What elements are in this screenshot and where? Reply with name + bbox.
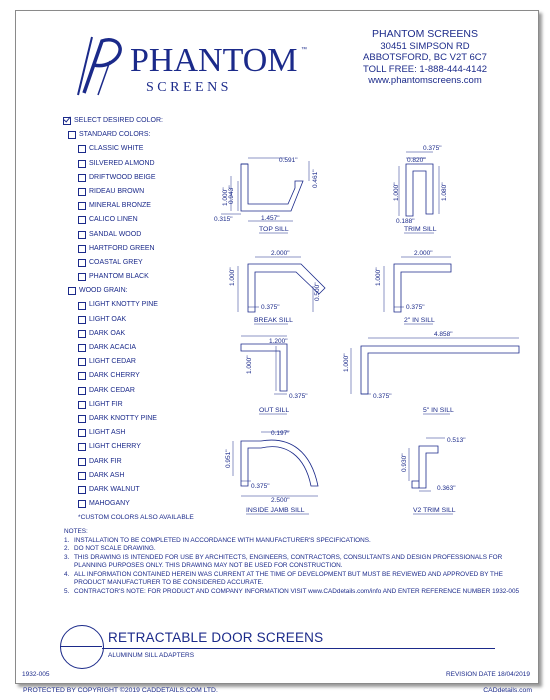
trim-sill-label: TRIM SILL <box>404 226 437 233</box>
color-option-label: HARTFORD GREEN <box>89 244 155 252</box>
out-sill-drawing <box>241 336 308 414</box>
color-option[interactable] <box>63 157 194 171</box>
color-option-label: COASTAL GREY <box>89 258 143 266</box>
checkbox-icon[interactable] <box>68 287 76 295</box>
drawing-sheet <box>15 10 539 684</box>
v2-trim-sill-dim: 0.930" <box>401 453 408 472</box>
inside-jamb-sill-dim: 0.951" <box>225 449 232 468</box>
color-option-label: LIGHT ASH <box>89 429 126 437</box>
wood-grain-option[interactable] <box>63 284 194 298</box>
trim-sill-dim: 0.375" <box>423 145 442 152</box>
standard-colors-label: STANDARD COLORS: <box>79 131 151 139</box>
color-option[interactable] <box>63 398 194 412</box>
color-option[interactable] <box>63 327 194 341</box>
company-address-line-1: 30451 SIMPSON RD <box>380 40 470 52</box>
company-info <box>330 29 520 87</box>
checkbox-icon[interactable] <box>78 458 86 466</box>
note-item <box>64 588 534 597</box>
title-block <box>16 623 538 671</box>
drawing-title: RETRACTABLE DOOR SCREENS <box>108 630 324 645</box>
inside-jamb-sill-dim: 0.375" <box>251 483 270 490</box>
color-option-label: MINERAL BRONZE <box>89 202 151 210</box>
company-phone: TOLL FREE: 1-888-444-4142 <box>362 63 488 75</box>
notes-section <box>64 528 534 596</box>
color-option-label: DARK ACACIA <box>89 344 137 351</box>
color-option-label: DARK CEDAR <box>89 386 135 394</box>
inside-jamb-sill-label: INSIDE JAMB SILL <box>246 507 305 514</box>
color-option[interactable] <box>63 185 194 199</box>
color-option[interactable] <box>63 426 194 440</box>
color-option[interactable] <box>63 142 194 156</box>
break-sill-label: BREAK SILL <box>254 317 293 324</box>
checkbox-icon[interactable] <box>78 316 86 324</box>
color-option-label: DRIFTWOOD BEIGE <box>89 173 156 181</box>
wood-colors-list <box>63 298 194 511</box>
trim-sill-drawing <box>393 145 448 233</box>
top-sill-dim: 0.315" <box>214 216 233 223</box>
color-option-label: DARK OAK <box>89 329 126 337</box>
logo-subword: S C R E E N S <box>146 80 229 95</box>
color-option-label: CALICO LINEN <box>89 216 138 224</box>
color-option[interactable] <box>63 313 194 327</box>
color-option[interactable] <box>63 455 194 469</box>
two-in-sill-dim: 0.375" <box>406 304 425 311</box>
company-address-line-2: ABBOTSFORD, BC V2T 6C7 <box>363 52 487 63</box>
standard-colors-option[interactable] <box>63 128 194 142</box>
checkbox-icon[interactable] <box>78 145 86 153</box>
checkbox-icon[interactable] <box>78 500 86 508</box>
color-option[interactable] <box>63 270 194 284</box>
color-options <box>63 114 194 525</box>
top-sill-drawing <box>214 157 319 233</box>
v2-trim-sill-drawing <box>401 437 466 514</box>
logo-trademark: ™ <box>301 47 307 53</box>
checkbox-icon[interactable] <box>78 387 86 395</box>
out-sill-label: OUT SILL <box>259 407 290 414</box>
checkbox-icon[interactable] <box>78 231 86 239</box>
logo-wordmark: PHANTOM <box>130 42 298 79</box>
checkbox-icon[interactable] <box>78 302 86 310</box>
top-sill-dim: 0.943" <box>228 185 235 204</box>
color-option-label: SANDAL WOOD <box>89 230 142 238</box>
checkbox-icon[interactable] <box>78 429 86 437</box>
standard-colors-list <box>63 142 194 284</box>
note-number: 5. <box>64 587 70 595</box>
note-number: 4. <box>64 570 70 578</box>
color-option-label: DARK ASH <box>89 471 125 479</box>
color-option[interactable] <box>63 497 194 511</box>
color-option-label: LIGHT OAK <box>89 315 127 323</box>
note-number: 3. <box>64 553 70 561</box>
trim-sill-dim: 0.820" <box>407 157 426 164</box>
color-option[interactable] <box>63 355 194 369</box>
custom-colors-note: *CUSTOM COLORS ALSO AVAILABLE <box>78 514 194 522</box>
note-text: CONTRACTOR'S NOTE: FOR PRODUCT AND COMPANY INFORMATION VISIT www.CADdetails.com/info AND ENTER REFERENCE NUMBER 1932-005 <box>74 587 520 595</box>
color-option-label: DARK CHERRY <box>89 372 140 380</box>
color-option-label: DARK KNOTTY PINE <box>89 414 157 422</box>
color-option[interactable] <box>63 213 194 227</box>
detail-bubble-divider <box>60 646 102 647</box>
note-text: DO NOT SCALE DRAWING. <box>74 545 156 552</box>
color-option-label: DARK FIR <box>89 457 122 465</box>
checked-checkbox-icon[interactable] <box>63 117 71 125</box>
select-color-option[interactable] <box>63 114 194 128</box>
color-option[interactable] <box>63 384 194 398</box>
inside-jamb-sill-drawing <box>225 430 318 514</box>
break-sill-dim: 2.000" <box>271 250 290 257</box>
out-sill-dim: 1.000" <box>246 355 253 374</box>
color-option[interactable] <box>63 469 194 483</box>
two-in-sill-drawing <box>375 250 451 324</box>
checkbox-icon[interactable] <box>78 202 86 210</box>
note-item <box>64 554 534 571</box>
company-name: PHANTOM SCREENS <box>372 28 478 40</box>
phantom-screens-logo <box>76 33 316 103</box>
checkbox-icon[interactable] <box>78 245 86 253</box>
note-item <box>64 537 534 546</box>
v2-trim-sill-dim: 0.513" <box>447 437 466 444</box>
v2-trim-sill-label: V2 TRIM SILL <box>413 507 456 514</box>
color-option[interactable] <box>63 298 194 312</box>
caddetails-link[interactable]: CADdetails.com <box>483 687 532 694</box>
note-number: 1. <box>64 536 70 544</box>
out-sill-dim: 1.200" <box>269 338 288 345</box>
color-option-label: MAHOGANY <box>89 500 130 508</box>
color-option-label: LIGHT CHERRY <box>89 443 141 451</box>
note-text: ALL INFORMATION CONTAINED HEREIN WAS CURRENT AT THE TIME OF DEVELOPMENT BUT MUST BE REVIEWED AND APPROVED BY THE PRODUCT MANUFACTURER TO BE CONSIDERED ACCURATE. <box>74 570 503 586</box>
top-sill-dim: 0.461" <box>312 169 319 188</box>
sill-profile-drawings <box>201 136 546 531</box>
two-in-sill-label: 2" IN SILL <box>404 317 435 324</box>
color-option[interactable] <box>63 242 194 256</box>
note-number: 2. <box>64 545 70 552</box>
revision-date: REVISION DATE 18/04/2019 <box>445 671 530 678</box>
color-option-label: LIGHT CEDAR <box>89 358 136 366</box>
checkbox-icon[interactable] <box>78 160 86 168</box>
color-option[interactable] <box>63 199 194 213</box>
note-item <box>64 545 534 554</box>
top-sill-dim: 0.591" <box>279 157 298 164</box>
note-item <box>64 571 534 588</box>
trim-sill-dim: 0.188" <box>396 218 415 225</box>
detail-bubble <box>60 625 104 669</box>
checkbox-icon[interactable] <box>78 344 86 352</box>
color-option[interactable] <box>63 369 194 383</box>
color-option[interactable] <box>63 483 194 497</box>
notes-heading: NOTES: <box>64 528 88 535</box>
checkbox-icon[interactable] <box>68 131 76 139</box>
color-option[interactable] <box>63 171 194 185</box>
trim-sill-dim: 1.000" <box>393 182 400 201</box>
color-option-label: LIGHT KNOTTY PINE <box>89 301 158 309</box>
logo-monogram <box>78 37 120 95</box>
color-option-label: SILVERED ALMOND <box>89 159 155 167</box>
copyright-notice: PROTECTED BY COPYRIGHT ©2019 CADDETAILS.COM LTD. <box>23 687 218 694</box>
select-color-label: SELECT DESIRED COLOR: <box>74 117 163 124</box>
color-option-label: LIGHT FIR <box>89 400 123 408</box>
color-option-label: CLASSIC WHITE <box>89 145 144 153</box>
checkbox-icon[interactable] <box>78 259 86 267</box>
two-in-sill-dim: 1.000" <box>375 267 382 286</box>
color-option[interactable] <box>63 341 194 355</box>
checkbox-icon[interactable] <box>78 486 86 494</box>
color-option-label: PHANTOM BLACK <box>89 273 149 281</box>
top-sill-dim: 1.000" <box>222 187 229 206</box>
note-text: THIS DRAWING IS INTENDED FOR USE BY ARCHITECTS, ENGINEERS, CONTRACTORS, CONSULTANTS AND DESIGN PROFESSIONALS FOR PLANNING PURPOSES ONLY. THIS DRAWING MAY NOT BE USED FOR CONSTRUCTION. <box>74 553 503 569</box>
break-sill-dim: 0.375" <box>261 304 280 311</box>
color-option-label: RIDEAU BROWN <box>89 187 145 195</box>
top-sill-label: TOP SILL <box>259 226 289 233</box>
checkbox-icon[interactable] <box>78 415 86 423</box>
top-sill-dim: 1.457" <box>261 215 280 222</box>
color-option[interactable] <box>63 256 194 270</box>
checkbox-icon[interactable] <box>78 174 86 182</box>
break-sill-dim: 0.500" <box>314 282 321 301</box>
color-option[interactable] <box>63 440 194 454</box>
title-underline <box>102 648 495 649</box>
two-in-sill-dim: 2.000" <box>414 250 433 257</box>
trim-sill-dim: 1.080" <box>441 182 448 201</box>
checkbox-icon[interactable] <box>78 330 86 338</box>
notes-list <box>64 537 534 597</box>
reference-number: 1932-005 <box>22 671 50 678</box>
color-option[interactable] <box>63 228 194 242</box>
wood-grain-label: WOOD GRAIN: <box>79 287 128 295</box>
five-in-sill-dim: 1.000" <box>343 353 350 372</box>
color-option[interactable] <box>63 412 194 426</box>
checkbox-icon[interactable] <box>78 273 86 281</box>
out-sill-dim: 0.375" <box>289 393 308 400</box>
five-in-sill-label: 5" IN SILL <box>423 407 454 414</box>
break-sill-drawing <box>229 250 325 324</box>
five-in-sill-drawing <box>343 331 519 414</box>
checkbox-icon[interactable] <box>78 372 86 380</box>
checkbox-icon[interactable] <box>78 216 86 224</box>
five-in-sill-dim: 0.375" <box>373 393 392 400</box>
drawing-subtitle: ALUMINUM SILL ADAPTERS <box>108 652 195 659</box>
inside-jamb-sill-dim: 2.500" <box>271 497 290 504</box>
checkbox-icon[interactable] <box>78 472 86 480</box>
five-in-sill-dim: 4.858" <box>434 331 453 338</box>
break-sill-dim: 1.000" <box>229 267 236 286</box>
v2-trim-sill-dim: 0.363" <box>437 485 456 492</box>
checkbox-icon[interactable] <box>78 401 86 409</box>
note-text: INSTALLATION TO BE COMPLETED IN ACCORDANCE WITH MANUFACTURER'S SPECIFICATIONS. <box>74 536 371 544</box>
inside-jamb-sill-dim: 0.197" <box>271 430 290 437</box>
checkbox-icon[interactable] <box>78 443 86 451</box>
checkbox-icon[interactable] <box>78 358 86 366</box>
checkbox-icon[interactable] <box>78 188 86 196</box>
company-website[interactable]: www.phantomscreens.com <box>368 75 482 86</box>
color-option-label: DARK WALNUT <box>89 485 140 493</box>
